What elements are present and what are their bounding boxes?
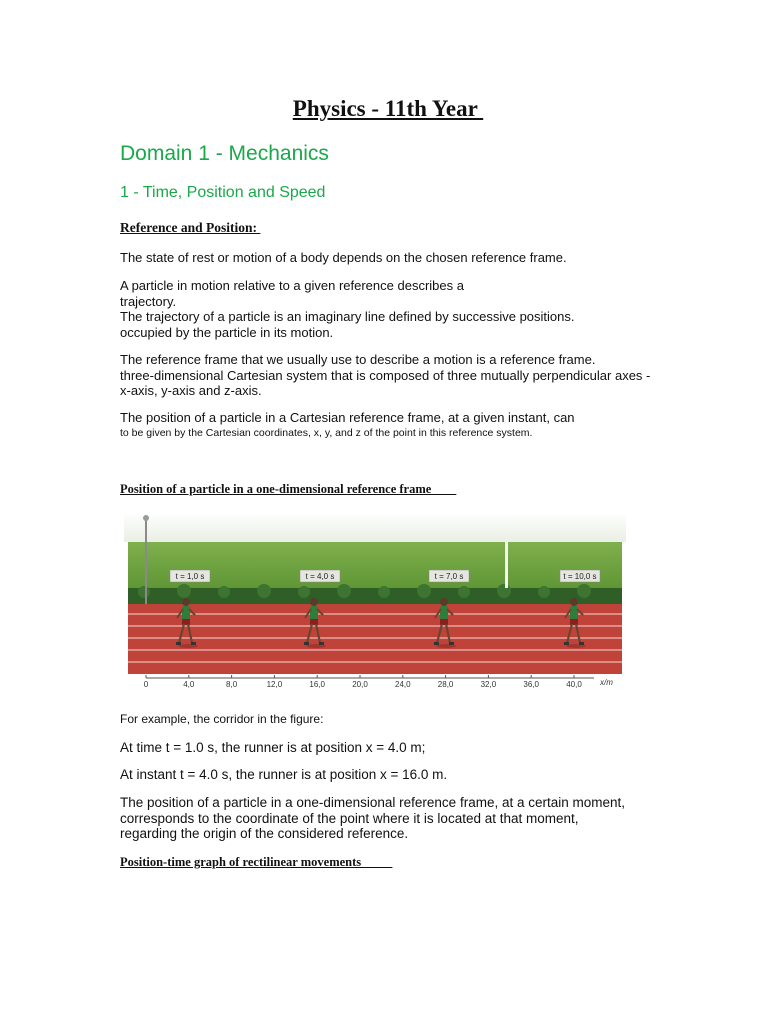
axis-tick-label: 16,0 [309, 680, 325, 689]
axis-tick-label: 40,0 [566, 680, 582, 689]
sky-background [124, 512, 626, 542]
example-time-4: At instant t = 4.0 s, the runner is at position x = 16.0 m. [120, 767, 448, 782]
axis-tick-label: 20,0 [352, 680, 368, 689]
time-label [300, 570, 340, 582]
paragraph-position-line2: to be given by the Cartesian coordinates, x, y, and z of the point in this reference system. [120, 427, 533, 439]
time-label [170, 570, 210, 582]
page-title: Physics - 11th Year [292, 96, 484, 121]
axis-tick-label: 8,0 [226, 680, 238, 689]
graph-heading: Position-time graph of rectilinear movements [120, 855, 393, 869]
example-intro: For example, the corridor in the figure: [120, 712, 324, 726]
time-label [560, 570, 600, 582]
time-label [429, 570, 469, 582]
axis-tick-label: 4,0 [183, 680, 195, 689]
svg-text:t = 7,0 s: t = 7,0 s [434, 572, 464, 581]
axis-tick-label: 24,0 [395, 680, 411, 689]
axis-tick-label: 12,0 [266, 680, 283, 689]
axis-tick-label: 36,0 [523, 680, 539, 689]
goal-post [505, 542, 508, 588]
axis-unit-label: x/m [600, 678, 613, 687]
reference-position-heading: Reference and Position: [120, 220, 261, 235]
domain-heading: Domain 1 - Mechanics [120, 142, 329, 165]
example-time-1: At time t = 1.0 s, the runner is at position x = 4.0 m; [120, 740, 426, 755]
paragraph-one-dimensional: The position of a particle in a one-dimensional reference frame, at a certain moment, corresponds to the coordinate of the point where it is located at that moment, regarding the origin of the considered reference. [120, 795, 626, 841]
svg-text:t = 10,0 s: t = 10,0 s [563, 572, 597, 581]
paragraph-position-line1: The position of a particle in a Cartesian reference frame, at a given instant, can [120, 410, 575, 425]
axis-tick-label: 32,0 [480, 680, 497, 689]
axis-tick-label: 0 [143, 680, 149, 689]
running-track-figure [124, 512, 626, 692]
grass-field [128, 542, 622, 590]
svg-text:t = 1,0 s: t = 1,0 s [175, 572, 205, 581]
paragraph-reference-frame: The reference frame that we usually use to describe a motion is a reference frame. three-dimensional Cartesian system that is composed of three mutually perpendicular axes - x-axis, y-axis and z-axis. [120, 352, 651, 398]
paragraph-trajectory: A particle in motion relative to a given reference describes a trajectory. The trajectory of a particle is an imaginary line defined by successive positions. occupied by the particle in its motion. [120, 278, 575, 340]
axis-tick-label: 28,0 [437, 680, 454, 689]
paragraph-rest-motion: The state of rest or motion of a body depends on the chosen reference frame. [120, 250, 567, 265]
section-heading: 1 - Time, Position and Speed [120, 184, 326, 201]
svg-text:t = 4,0 s: t = 4,0 s [305, 572, 335, 581]
figure-heading: Position of a particle in a one-dimensional reference frame [120, 482, 457, 496]
